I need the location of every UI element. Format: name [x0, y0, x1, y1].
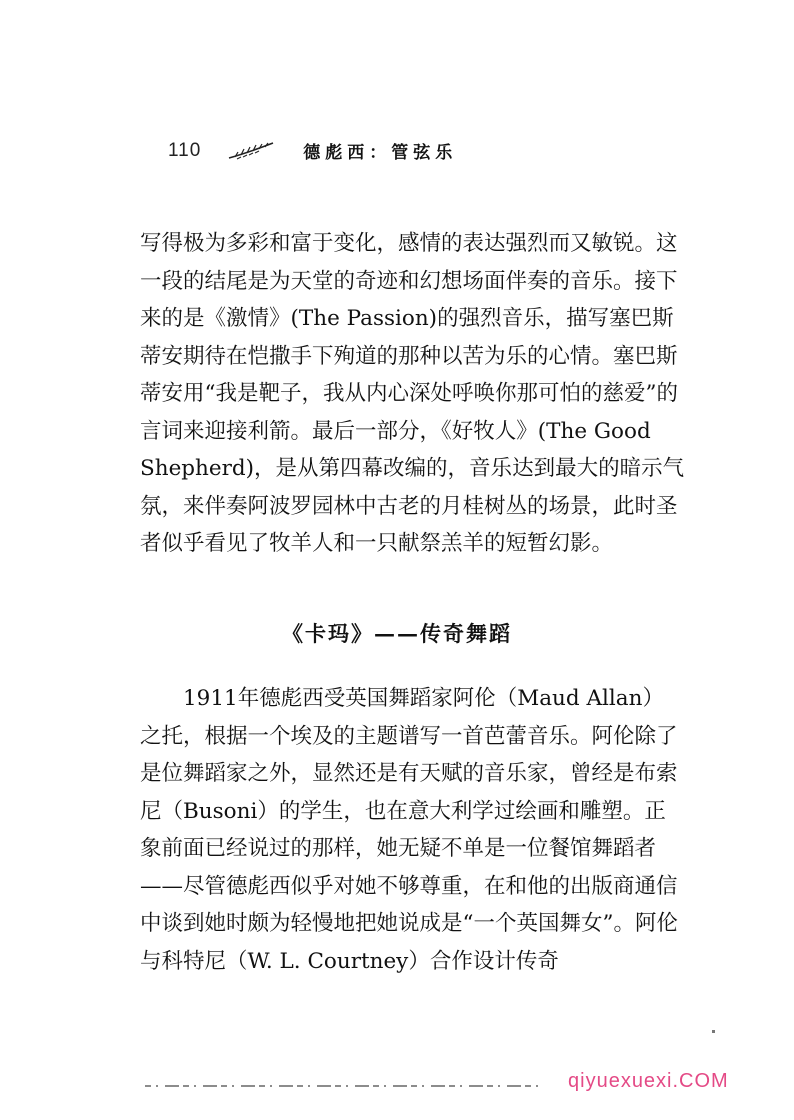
scan-artifact-line [145, 1084, 545, 1088]
body-paragraph-1: 写得极为多彩和富于变化，感情的表达强烈而又敏锐。这一段的结尾是为天堂的奇迹和幻想场面伴奏的音乐。接下来的是《激情》(The Passion)的强烈音乐，描写塞巴斯蒂安期待在恺撒手下殉道的那种以苦为乐的心情。塞巴斯蒂安用“我是靶子，我从内心深处呼唤你那可怕的慈爱”的言词来迎接利箭。最后一部分，《好牧人》(The Good Shepherd)，是从第四幕改编的，音乐达到最大的暗示气氛，来伴奏阿波罗园林中古老的月桂树丛的场景，此时圣者似乎看见了牧羊人和一只献祭羔羊的短暂幻影。 [140, 231, 685, 556]
page-header [168, 138, 457, 163]
feather-icon [227, 141, 275, 161]
running-title: 德彪西：管弦乐 [303, 143, 458, 163]
page-number: 110 [168, 139, 202, 161]
section-heading: 《卡玛》——传奇舞蹈 [282, 621, 512, 646]
scan-dot [712, 1030, 715, 1033]
site-watermark: qiyuexuexi.COM [568, 1070, 729, 1092]
body-paragraph-2: 1911年德彪西受英国舞蹈家阿伦（Maud Allan）之托，根据一个埃及的主题谱写一首芭蕾音乐。阿伦除了是位舞蹈家之外，显然还是有天赋的音乐家，曾经是布索尼（Busoni）的学生，也在意大利学过绘画和雕塑。正象前面已经说过的那样，她无疑不单是一位餐馆舞蹈者——尽管德彪西似乎对她不够尊重，在和他的出版商通信中谈到她时颇为轻慢地把她说成是“一个英国舞女”。阿伦与科特尼（W. L. Courtney）合作设计传奇 [140, 686, 678, 974]
